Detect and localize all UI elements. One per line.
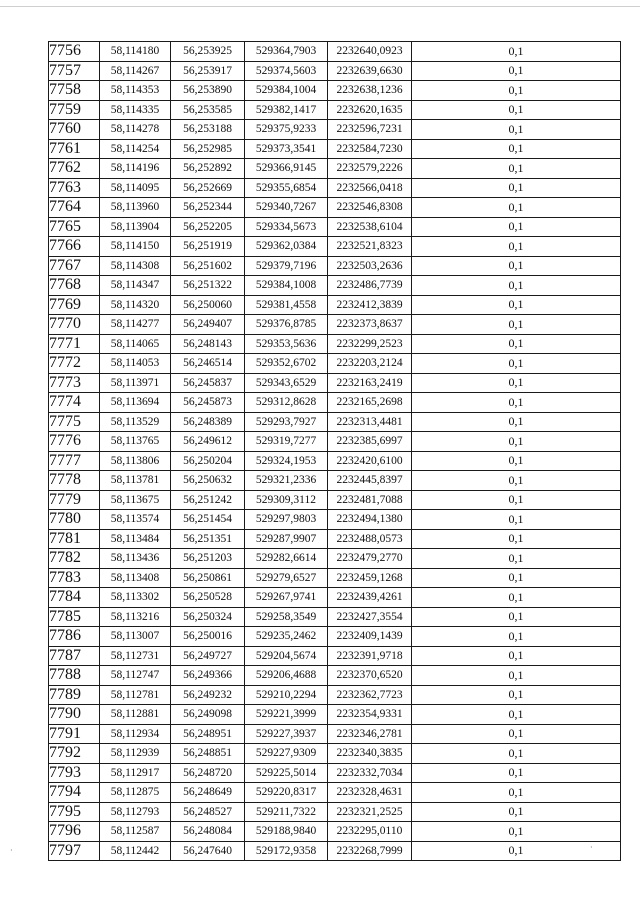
- longitude-cell: 56,253890: [171, 81, 245, 101]
- latitude-cell: 58,112442: [100, 841, 171, 861]
- latitude-cell: 58,114308: [100, 256, 171, 276]
- longitude-cell: 56,250528: [171, 588, 245, 608]
- value-cell: 0,1: [412, 685, 621, 705]
- x-coordinate-cell: 529172,9358: [245, 841, 328, 861]
- point-number: 7764: [49, 198, 100, 218]
- latitude-cell: 58,113484: [100, 529, 171, 549]
- x-coordinate-cell: 529309,3112: [245, 490, 328, 510]
- y-coordinate-cell: 2232481,7088: [328, 490, 412, 510]
- value-cell: 0,1: [412, 666, 621, 686]
- latitude-cell: 58,113960: [100, 198, 171, 218]
- point-number: 7790: [49, 705, 100, 725]
- value-cell: 0,1: [412, 451, 621, 471]
- value-cell: 0,1: [412, 763, 621, 783]
- table-row: [49, 42, 621, 62]
- point-number: 7759: [49, 100, 100, 120]
- value-cell: 0,1: [412, 159, 621, 179]
- table-row: [49, 217, 621, 237]
- value-cell: 0,1: [412, 217, 621, 237]
- x-coordinate-cell: 529210,2294: [245, 685, 328, 705]
- y-coordinate-cell: 2232391,9718: [328, 646, 412, 666]
- table-row: [49, 763, 621, 783]
- table-row: [49, 256, 621, 276]
- x-coordinate-cell: 529384,1004: [245, 81, 328, 101]
- table-row: [49, 607, 621, 627]
- point-number: 7797: [49, 841, 100, 861]
- y-coordinate-cell: 2232299,2523: [328, 334, 412, 354]
- longitude-cell: 56,250861: [171, 568, 245, 588]
- table-row: [49, 627, 621, 647]
- point-number: 7784: [49, 588, 100, 608]
- point-number: 7766: [49, 237, 100, 257]
- longitude-cell: 56,248851: [171, 744, 245, 764]
- table-row: [49, 724, 621, 744]
- value-cell: 0,1: [412, 568, 621, 588]
- y-coordinate-cell: 2232370,6520: [328, 666, 412, 686]
- x-coordinate-cell: 529355,6854: [245, 178, 328, 198]
- value-cell: 0,1: [412, 490, 621, 510]
- value-cell: 0,1: [412, 646, 621, 666]
- table-row: [49, 393, 621, 413]
- latitude-cell: 58,112793: [100, 802, 171, 822]
- x-coordinate-cell: 529382,1417: [245, 100, 328, 120]
- latitude-cell: 58,113694: [100, 393, 171, 413]
- value-cell: 0,1: [412, 373, 621, 393]
- latitude-cell: 58,112934: [100, 724, 171, 744]
- longitude-cell: 56,248389: [171, 412, 245, 432]
- latitude-cell: 58,114254: [100, 139, 171, 159]
- y-coordinate-cell: 2232620,1635: [328, 100, 412, 120]
- point-number: 7787: [49, 646, 100, 666]
- latitude-cell: 58,112587: [100, 822, 171, 842]
- x-coordinate-cell: 529373,3541: [245, 139, 328, 159]
- point-number: 7775: [49, 412, 100, 432]
- y-coordinate-cell: 2232579,2226: [328, 159, 412, 179]
- latitude-cell: 58,114267: [100, 61, 171, 81]
- latitude-cell: 58,112939: [100, 744, 171, 764]
- x-coordinate-cell: 529227,9309: [245, 744, 328, 764]
- longitude-cell: 56,252205: [171, 217, 245, 237]
- y-coordinate-cell: 2232373,8637: [328, 315, 412, 335]
- longitude-cell: 56,253917: [171, 61, 245, 81]
- coordinates-table-body: [49, 42, 621, 861]
- table-row: [49, 529, 621, 549]
- y-coordinate-cell: 2232354,9331: [328, 705, 412, 725]
- y-coordinate-cell: 2232494,1380: [328, 510, 412, 530]
- y-coordinate-cell: 2232321,2525: [328, 802, 412, 822]
- value-cell: 0,1: [412, 471, 621, 491]
- y-coordinate-cell: 2232538,6104: [328, 217, 412, 237]
- x-coordinate-cell: 529204,5674: [245, 646, 328, 666]
- point-number: 7772: [49, 354, 100, 374]
- value-cell: 0,1: [412, 354, 621, 374]
- x-coordinate-cell: 529211,7322: [245, 802, 328, 822]
- y-coordinate-cell: 2232546,8308: [328, 198, 412, 218]
- longitude-cell: 56,250324: [171, 607, 245, 627]
- longitude-cell: 56,250632: [171, 471, 245, 491]
- x-coordinate-cell: 529221,3999: [245, 705, 328, 725]
- point-number: 7771: [49, 334, 100, 354]
- y-coordinate-cell: 2232640,0923: [328, 42, 412, 62]
- value-cell: 0,1: [412, 393, 621, 413]
- y-coordinate-cell: 2232486,7739: [328, 276, 412, 296]
- y-coordinate-cell: 2232596,7231: [328, 120, 412, 140]
- table-row: [49, 451, 621, 471]
- table-row: [49, 81, 621, 101]
- x-coordinate-cell: 529235,2462: [245, 627, 328, 647]
- latitude-cell: 58,112917: [100, 763, 171, 783]
- y-coordinate-cell: 2232409,1439: [328, 627, 412, 647]
- y-coordinate-cell: 2232203,2124: [328, 354, 412, 374]
- x-coordinate-cell: 529312,8628: [245, 393, 328, 413]
- value-cell: 0,1: [412, 627, 621, 647]
- table-row: [49, 432, 621, 452]
- value-cell: 0,1: [412, 549, 621, 569]
- latitude-cell: 58,112747: [100, 666, 171, 686]
- value-cell: 0,1: [412, 510, 621, 530]
- longitude-cell: 56,249727: [171, 646, 245, 666]
- y-coordinate-cell: 2232313,4481: [328, 412, 412, 432]
- x-coordinate-cell: 529188,9840: [245, 822, 328, 842]
- point-number: 7765: [49, 217, 100, 237]
- x-coordinate-cell: 529287,9907: [245, 529, 328, 549]
- value-cell: 0,1: [412, 237, 621, 257]
- point-number: 7768: [49, 276, 100, 296]
- table-row: [49, 354, 621, 374]
- table-row: [49, 159, 621, 179]
- y-coordinate-cell: 2232362,7723: [328, 685, 412, 705]
- table-row: [49, 373, 621, 393]
- longitude-cell: 56,251351: [171, 529, 245, 549]
- value-cell: 0,1: [412, 198, 621, 218]
- table-row: [49, 315, 621, 335]
- y-coordinate-cell: 2232412,3839: [328, 295, 412, 315]
- longitude-cell: 56,251242: [171, 490, 245, 510]
- longitude-cell: 56,249098: [171, 705, 245, 725]
- value-cell: 0,1: [412, 256, 621, 276]
- point-number: 7774: [49, 393, 100, 413]
- y-coordinate-cell: 2232639,6630: [328, 61, 412, 81]
- longitude-cell: 56,251203: [171, 549, 245, 569]
- value-cell: 0,1: [412, 744, 621, 764]
- longitude-cell: 56,248527: [171, 802, 245, 822]
- table-row: [49, 100, 621, 120]
- longitude-cell: 56,253585: [171, 100, 245, 120]
- longitude-cell: 56,252344: [171, 198, 245, 218]
- table-row: [49, 802, 621, 822]
- value-cell: 0,1: [412, 783, 621, 803]
- table-row: [49, 61, 621, 81]
- longitude-cell: 56,252892: [171, 159, 245, 179]
- longitude-cell: 56,251919: [171, 237, 245, 257]
- point-number: 7779: [49, 490, 100, 510]
- longitude-cell: 56,253925: [171, 42, 245, 62]
- y-coordinate-cell: 2232268,7999: [328, 841, 412, 861]
- point-number: 7760: [49, 120, 100, 140]
- latitude-cell: 58,112731: [100, 646, 171, 666]
- x-coordinate-cell: 529364,7903: [245, 42, 328, 62]
- longitude-cell: 56,248143: [171, 334, 245, 354]
- value-cell: 0,1: [412, 178, 621, 198]
- table-row: [49, 178, 621, 198]
- table-row: [49, 276, 621, 296]
- value-cell: 0,1: [412, 100, 621, 120]
- longitude-cell: 56,247640: [171, 841, 245, 861]
- point-number: 7757: [49, 61, 100, 81]
- page-top-edge: [0, 6, 640, 7]
- x-coordinate-cell: 529227,3937: [245, 724, 328, 744]
- x-coordinate-cell: 529375,9233: [245, 120, 328, 140]
- value-cell: 0,1: [412, 432, 621, 452]
- point-number: 7794: [49, 783, 100, 803]
- latitude-cell: 58,114053: [100, 354, 171, 374]
- x-coordinate-cell: 529267,9741: [245, 588, 328, 608]
- table-row: [49, 588, 621, 608]
- y-coordinate-cell: 2232332,7034: [328, 763, 412, 783]
- value-cell: 0,1: [412, 120, 621, 140]
- scan-speck: ·: [10, 846, 13, 855]
- x-coordinate-cell: 529384,1008: [245, 276, 328, 296]
- latitude-cell: 58,114095: [100, 178, 171, 198]
- x-coordinate-cell: 529352,6702: [245, 354, 328, 374]
- table-row: [49, 139, 621, 159]
- latitude-cell: 58,113436: [100, 549, 171, 569]
- y-coordinate-cell: 2232638,1236: [328, 81, 412, 101]
- x-coordinate-cell: 529279,6527: [245, 568, 328, 588]
- x-coordinate-cell: 529343,6529: [245, 373, 328, 393]
- latitude-cell: 58,113765: [100, 432, 171, 452]
- y-coordinate-cell: 2232566,0418: [328, 178, 412, 198]
- x-coordinate-cell: 529324,1953: [245, 451, 328, 471]
- point-number: 7795: [49, 802, 100, 822]
- coordinates-table: [48, 41, 621, 861]
- x-coordinate-cell: 529206,4688: [245, 666, 328, 686]
- latitude-cell: 58,113904: [100, 217, 171, 237]
- point-number: 7776: [49, 432, 100, 452]
- longitude-cell: 56,252669: [171, 178, 245, 198]
- longitude-cell: 56,250204: [171, 451, 245, 471]
- y-coordinate-cell: 2232488,0573: [328, 529, 412, 549]
- value-cell: 0,1: [412, 42, 621, 62]
- value-cell: 0,1: [412, 295, 621, 315]
- x-coordinate-cell: 529353,5636: [245, 334, 328, 354]
- latitude-cell: 58,114196: [100, 159, 171, 179]
- value-cell: 0,1: [412, 607, 621, 627]
- y-coordinate-cell: 2232328,4631: [328, 783, 412, 803]
- latitude-cell: 58,113675: [100, 490, 171, 510]
- point-number: 7761: [49, 139, 100, 159]
- scan-speck: ·: [590, 843, 593, 852]
- table-row: [49, 471, 621, 491]
- point-number: 7786: [49, 627, 100, 647]
- longitude-cell: 56,248951: [171, 724, 245, 744]
- table-row: [49, 237, 621, 257]
- latitude-cell: 58,114353: [100, 81, 171, 101]
- point-number: 7763: [49, 178, 100, 198]
- latitude-cell: 58,113574: [100, 510, 171, 530]
- value-cell: 0,1: [412, 276, 621, 296]
- longitude-cell: 56,251454: [171, 510, 245, 530]
- point-number: 7773: [49, 373, 100, 393]
- point-number: 7762: [49, 159, 100, 179]
- y-coordinate-cell: 2232521,8323: [328, 237, 412, 257]
- table-row: [49, 510, 621, 530]
- longitude-cell: 56,249612: [171, 432, 245, 452]
- x-coordinate-cell: 529340,7267: [245, 198, 328, 218]
- point-number: 7767: [49, 256, 100, 276]
- point-number: 7782: [49, 549, 100, 569]
- x-coordinate-cell: 529297,9803: [245, 510, 328, 530]
- x-coordinate-cell: 529225,5014: [245, 763, 328, 783]
- x-coordinate-cell: 529366,9145: [245, 159, 328, 179]
- value-cell: 0,1: [412, 334, 621, 354]
- value-cell: 0,1: [412, 822, 621, 842]
- table-row: [49, 685, 621, 705]
- table-row: [49, 783, 621, 803]
- latitude-cell: 58,112781: [100, 685, 171, 705]
- longitude-cell: 56,250016: [171, 627, 245, 647]
- y-coordinate-cell: 2232340,3835: [328, 744, 412, 764]
- x-coordinate-cell: 529362,0384: [245, 237, 328, 257]
- value-cell: 0,1: [412, 588, 621, 608]
- point-number: 7769: [49, 295, 100, 315]
- table-row: [49, 549, 621, 569]
- value-cell: 0,1: [412, 412, 621, 432]
- latitude-cell: 58,113529: [100, 412, 171, 432]
- latitude-cell: 58,113781: [100, 471, 171, 491]
- point-number: 7792: [49, 744, 100, 764]
- y-coordinate-cell: 2232163,2419: [328, 373, 412, 393]
- point-number: 7791: [49, 724, 100, 744]
- point-number: 7756: [49, 42, 100, 62]
- latitude-cell: 58,114347: [100, 276, 171, 296]
- table-row: [49, 841, 621, 861]
- table-row: [49, 120, 621, 140]
- longitude-cell: 56,249232: [171, 685, 245, 705]
- y-coordinate-cell: 2232459,1268: [328, 568, 412, 588]
- value-cell: 0,1: [412, 841, 621, 861]
- point-number: 7793: [49, 763, 100, 783]
- longitude-cell: 56,249407: [171, 315, 245, 335]
- latitude-cell: 58,113302: [100, 588, 171, 608]
- point-number: 7788: [49, 666, 100, 686]
- latitude-cell: 58,114278: [100, 120, 171, 140]
- y-coordinate-cell: 2232427,3554: [328, 607, 412, 627]
- latitude-cell: 58,114335: [100, 100, 171, 120]
- latitude-cell: 58,114320: [100, 295, 171, 315]
- latitude-cell: 58,112881: [100, 705, 171, 725]
- y-coordinate-cell: 2232165,2698: [328, 393, 412, 413]
- longitude-cell: 56,246514: [171, 354, 245, 374]
- latitude-cell: 58,113971: [100, 373, 171, 393]
- point-number: 7780: [49, 510, 100, 530]
- latitude-cell: 58,113408: [100, 568, 171, 588]
- value-cell: 0,1: [412, 705, 621, 725]
- y-coordinate-cell: 2232295,0110: [328, 822, 412, 842]
- latitude-cell: 58,114065: [100, 334, 171, 354]
- y-coordinate-cell: 2232439,4261: [328, 588, 412, 608]
- table-row: [49, 666, 621, 686]
- x-coordinate-cell: 529379,7196: [245, 256, 328, 276]
- x-coordinate-cell: 529381,4558: [245, 295, 328, 315]
- point-number: 7789: [49, 685, 100, 705]
- x-coordinate-cell: 529293,7927: [245, 412, 328, 432]
- table-row: [49, 198, 621, 218]
- y-coordinate-cell: 2232584,7230: [328, 139, 412, 159]
- longitude-cell: 56,249366: [171, 666, 245, 686]
- value-cell: 0,1: [412, 81, 621, 101]
- value-cell: 0,1: [412, 802, 621, 822]
- longitude-cell: 56,248720: [171, 763, 245, 783]
- longitude-cell: 56,253188: [171, 120, 245, 140]
- value-cell: 0,1: [412, 315, 621, 335]
- x-coordinate-cell: 529376,8785: [245, 315, 328, 335]
- value-cell: 0,1: [412, 529, 621, 549]
- longitude-cell: 56,250060: [171, 295, 245, 315]
- y-coordinate-cell: 2232503,2636: [328, 256, 412, 276]
- table-row: [49, 490, 621, 510]
- longitude-cell: 56,245837: [171, 373, 245, 393]
- x-coordinate-cell: 529321,2336: [245, 471, 328, 491]
- longitude-cell: 56,251322: [171, 276, 245, 296]
- table-row: [49, 646, 621, 666]
- point-number: 7785: [49, 607, 100, 627]
- latitude-cell: 58,112875: [100, 783, 171, 803]
- x-coordinate-cell: 529374,5603: [245, 61, 328, 81]
- table-row: [49, 822, 621, 842]
- y-coordinate-cell: 2232479,2770: [328, 549, 412, 569]
- latitude-cell: 58,114180: [100, 42, 171, 62]
- x-coordinate-cell: 529220,8317: [245, 783, 328, 803]
- value-cell: 0,1: [412, 724, 621, 744]
- longitude-cell: 56,248649: [171, 783, 245, 803]
- x-coordinate-cell: 529282,6614: [245, 549, 328, 569]
- latitude-cell: 58,113806: [100, 451, 171, 471]
- value-cell: 0,1: [412, 61, 621, 81]
- table-row: [49, 295, 621, 315]
- point-number: 7781: [49, 529, 100, 549]
- longitude-cell: 56,245873: [171, 393, 245, 413]
- latitude-cell: 58,113216: [100, 607, 171, 627]
- point-number: 7777: [49, 451, 100, 471]
- longitude-cell: 56,248084: [171, 822, 245, 842]
- latitude-cell: 58,113007: [100, 627, 171, 647]
- latitude-cell: 58,114277: [100, 315, 171, 335]
- point-number: 7758: [49, 81, 100, 101]
- x-coordinate-cell: 529258,3549: [245, 607, 328, 627]
- table-row: [49, 705, 621, 725]
- y-coordinate-cell: 2232445,8397: [328, 471, 412, 491]
- x-coordinate-cell: 529334,5673: [245, 217, 328, 237]
- point-number: 7796: [49, 822, 100, 842]
- x-coordinate-cell: 529319,7277: [245, 432, 328, 452]
- point-number: 7770: [49, 315, 100, 335]
- table-row: [49, 334, 621, 354]
- longitude-cell: 56,252985: [171, 139, 245, 159]
- point-number: 7783: [49, 568, 100, 588]
- value-cell: 0,1: [412, 139, 621, 159]
- y-coordinate-cell: 2232346,2781: [328, 724, 412, 744]
- point-number: 7778: [49, 471, 100, 491]
- table-row: [49, 744, 621, 764]
- y-coordinate-cell: 2232420,6100: [328, 451, 412, 471]
- y-coordinate-cell: 2232385,6997: [328, 432, 412, 452]
- latitude-cell: 58,114150: [100, 237, 171, 257]
- longitude-cell: 56,251602: [171, 256, 245, 276]
- table-row: [49, 568, 621, 588]
- table-row: [49, 412, 621, 432]
